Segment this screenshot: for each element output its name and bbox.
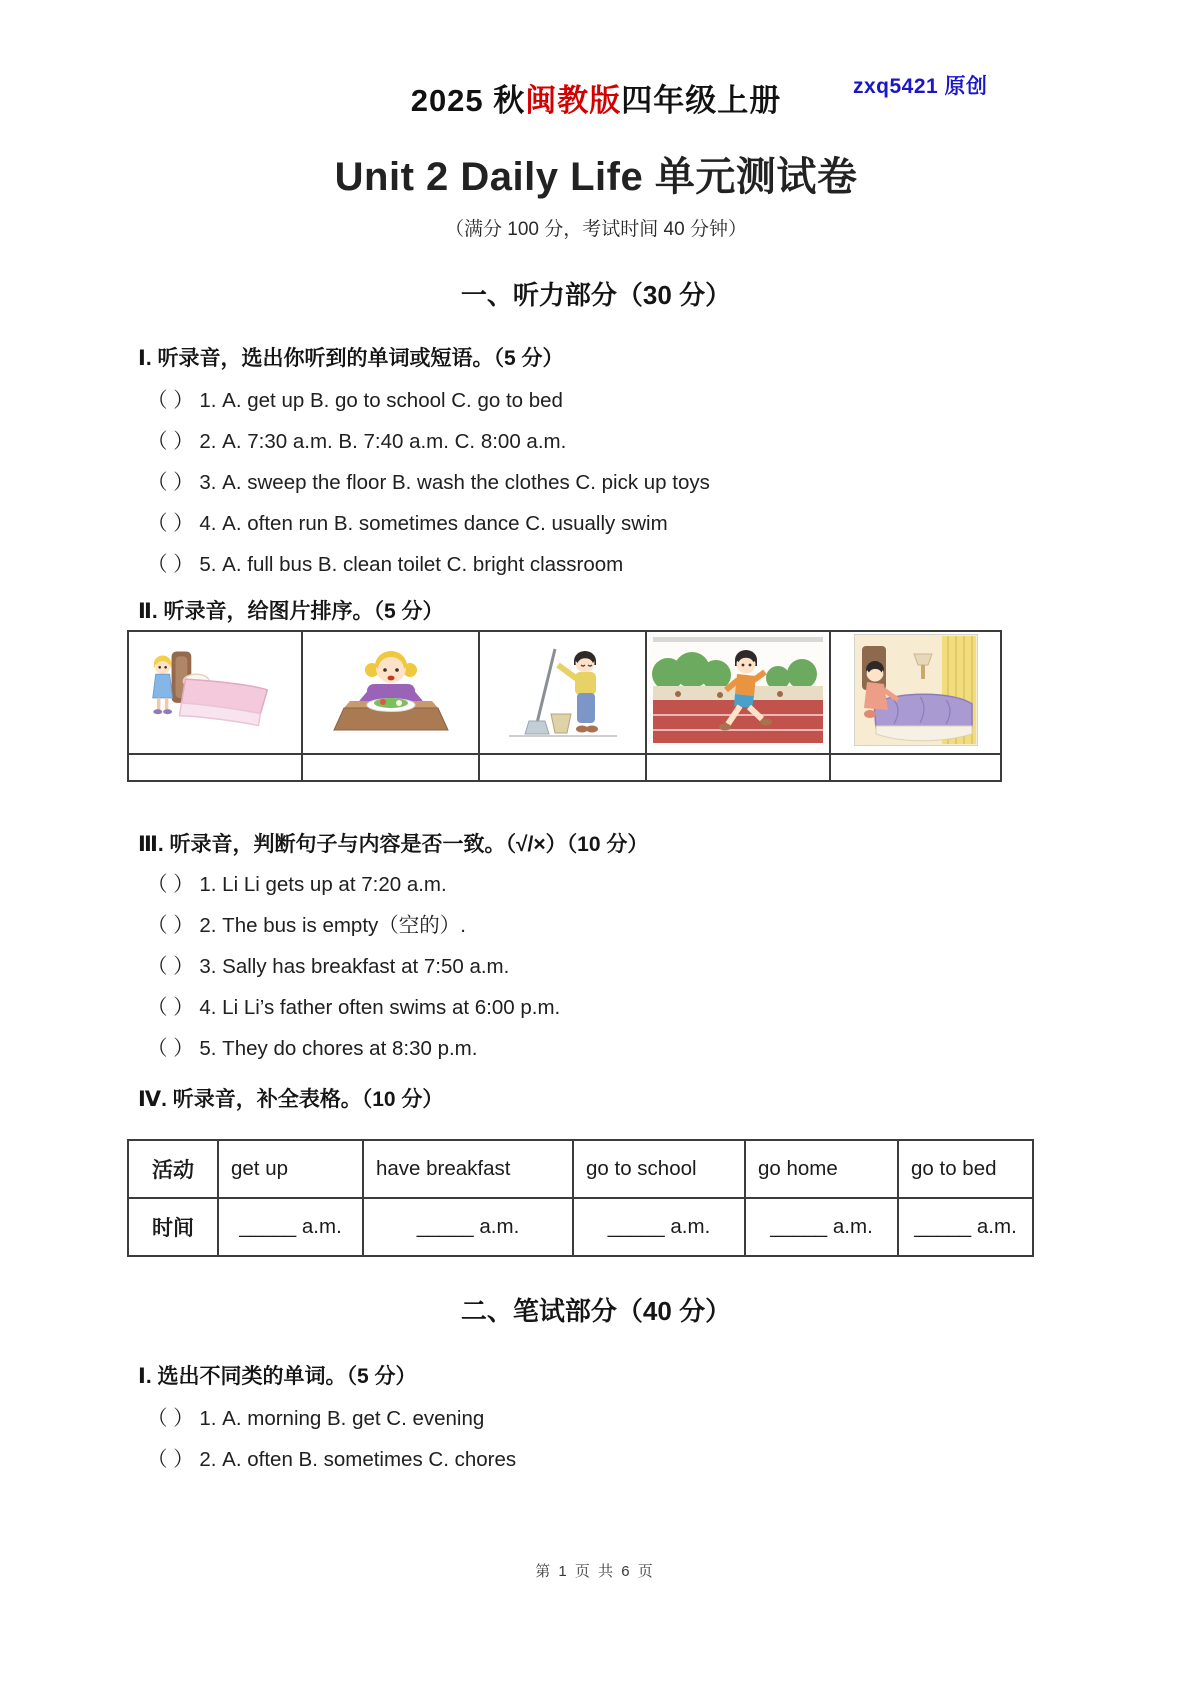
listening-part3-items	[127, 864, 1065, 1069]
question-item: （ ） 4. Li Li’s father often swims at 6:00 p.m.	[147, 996, 561, 1020]
written-section-heading: 二、笔试部分（40 分）	[460, 1296, 732, 1327]
listening-section-heading: 一、听力部分（30 分）	[460, 280, 732, 311]
page-number-footer: 第 1 页 共 6 页	[535, 1563, 655, 1580]
time-blank-cell[interactable]: _____ a.m.	[218, 1198, 363, 1256]
question-item: （ ） 2. A. 7:30 a.m. B. 7:40 a.m. C. 8:00 a.m.	[147, 430, 567, 454]
edition-title-prefix: 2025 秋	[410, 83, 526, 118]
schedule-table	[127, 1139, 1034, 1257]
answer-cell[interactable]	[830, 754, 1001, 781]
listening-part1-heading: Ⅰ. 听录音，选出你听到的单词或短语。（5 分）	[138, 347, 564, 371]
listening-part2-heading: Ⅱ. 听录音，给图片排序。（5 分）	[138, 600, 444, 624]
listening-part4-heading: Ⅳ. 听录音，补全表格。（10 分）	[138, 1088, 444, 1112]
answer-cell[interactable]	[479, 754, 646, 781]
unit-title: Unit 2 Daily Life 单元测试卷	[334, 155, 858, 200]
time-blank-cell[interactable]: _____ a.m.	[573, 1198, 745, 1256]
activity-cell: go to bed	[898, 1140, 1033, 1198]
question-item: （ ） 4. A. often run B. sometimes dance C. usually swim	[147, 512, 668, 536]
activity-cell: go to school	[573, 1140, 745, 1198]
answer-cell[interactable]	[646, 754, 830, 781]
time-blank-cell[interactable]: _____ a.m.	[745, 1198, 898, 1256]
written-part1-items	[127, 1398, 1065, 1480]
schedule-row-label: 时间	[128, 1198, 218, 1256]
exam-info: （满分 100 分，考试时间 40 分钟）	[445, 219, 747, 241]
edition-title-suffix: 四年级上册	[621, 83, 782, 118]
question-item: （ ） 2. A. often B. sometimes C. chores	[147, 1448, 517, 1472]
picture-cell	[830, 631, 1001, 754]
picture-ordering-table	[127, 630, 1002, 782]
activity-cell: get up	[218, 1140, 363, 1198]
question-item: （ ） 1. A. get up B. go to school C. go to bed	[147, 389, 563, 413]
question-item: （ ） 1. Li Li gets up at 7:20 a.m.	[147, 873, 447, 897]
question-item: （ ） 5. A. full bus B. clean toilet C. bright classroom	[147, 553, 624, 577]
edition-title-highlight: 闽教版	[525, 83, 622, 118]
time-blank-cell[interactable]: _____ a.m.	[898, 1198, 1033, 1256]
answer-cell[interactable]	[128, 754, 302, 781]
picture-cell	[302, 631, 479, 754]
picture-sweep-floor-illustration	[493, 637, 633, 743]
question-item: （ ） 3. A. sweep the floor B. wash the clothes C. pick up toys	[147, 471, 710, 495]
answer-cell[interactable]	[302, 754, 479, 781]
time-blank-cell[interactable]: _____ a.m.	[363, 1198, 573, 1256]
picture-breakfast-illustration	[316, 637, 466, 743]
question-item: （ ） 2. The bus is empty（空的）.	[147, 914, 466, 938]
picture-run-illustration	[650, 634, 826, 746]
listening-part1-items	[127, 380, 1065, 585]
picture-get-up-illustration	[136, 637, 294, 743]
picture-cell	[128, 631, 302, 754]
question-item: （ ） 3. Sally has breakfast at 7:50 a.m.	[147, 955, 510, 979]
picture-cell	[479, 631, 646, 754]
question-item: （ ） 1. A. morning B. get C. evening	[147, 1407, 485, 1431]
listening-part3-heading: Ⅲ. 听录音，判断句子与内容是否一致。（√/×）（10 分）	[138, 833, 649, 857]
written-part1-heading: Ⅰ. 选出不同类的单词。（5 分）	[138, 1365, 417, 1389]
picture-cell	[646, 631, 830, 754]
schedule-row-label: 活动	[128, 1140, 218, 1198]
picture-go-to-bed-illustration	[854, 634, 978, 746]
question-item: （ ） 5. They do chores at 8:30 p.m.	[147, 1037, 478, 1061]
activity-cell: have breakfast	[363, 1140, 573, 1198]
author-watermark: zxq5421 原创	[853, 75, 988, 98]
activity-cell: go home	[745, 1140, 898, 1198]
